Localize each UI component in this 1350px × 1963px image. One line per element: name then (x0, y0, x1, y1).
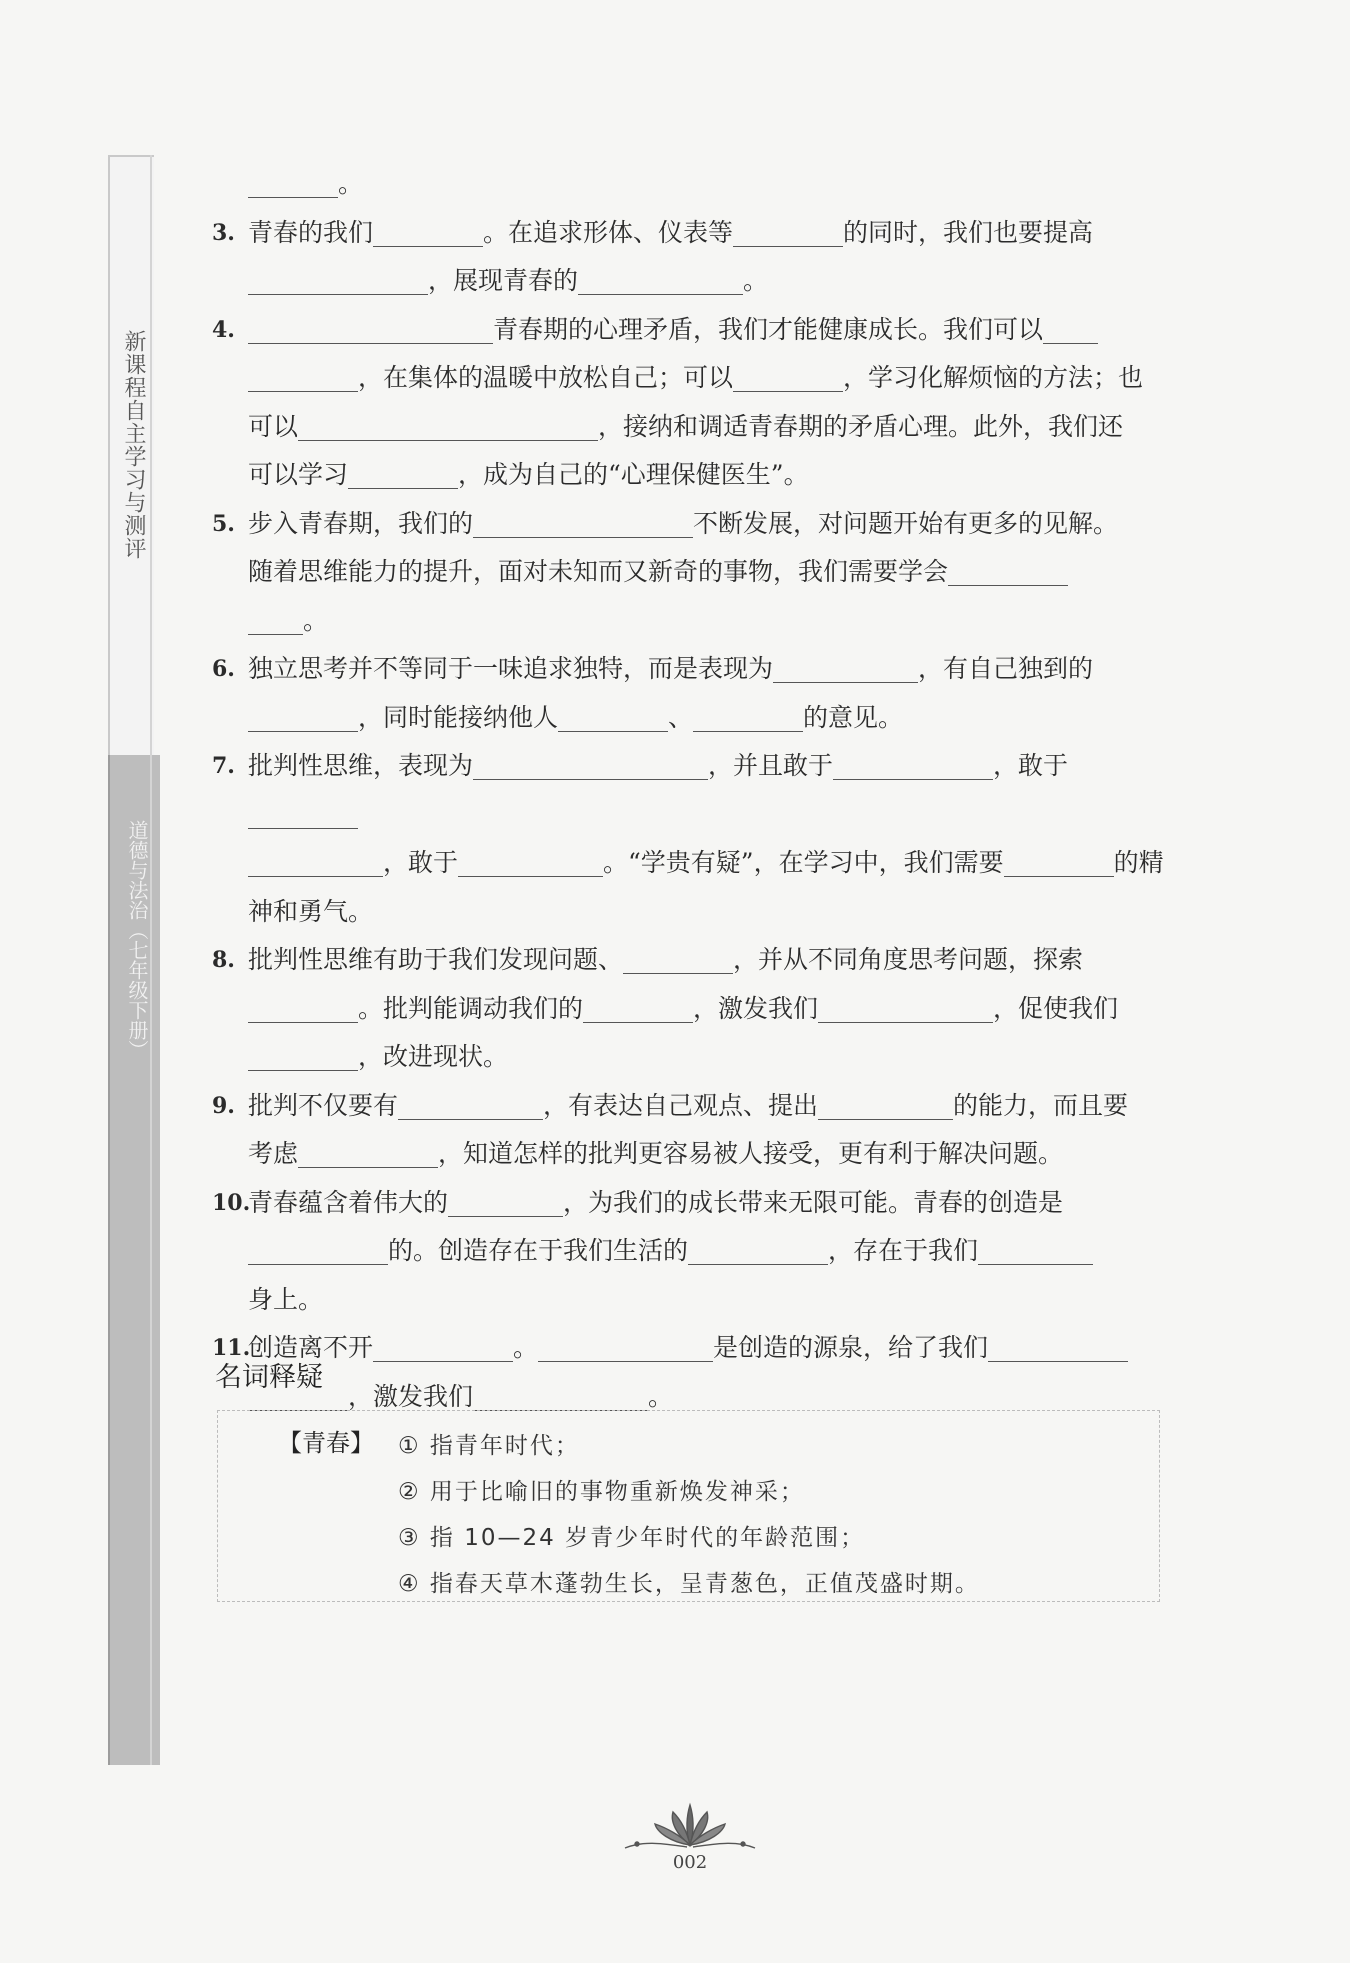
answer-blank[interactable] (248, 264, 428, 295)
glossary-term: 【青春】 (278, 1429, 374, 1457)
answer-blank[interactable] (448, 1186, 563, 1217)
answer-blank[interactable] (818, 992, 993, 1023)
question-text: 的精 (1113, 848, 1164, 877)
answer-blank[interactable] (473, 1380, 648, 1411)
answer-blank[interactable] (538, 1331, 713, 1362)
answer-blank[interactable] (558, 701, 668, 732)
question-text: 考虑 (248, 1139, 299, 1168)
answer-blank[interactable] (988, 1331, 1128, 1362)
answer-blank[interactable] (348, 458, 458, 489)
answer-blank[interactable] (373, 1331, 513, 1362)
answer-blank[interactable] (688, 1234, 828, 1265)
question-text: 可以学习 (248, 460, 349, 489)
question-text: 青春期的心理矛盾，我们才能健康成长。我们可以 (493, 314, 1044, 344)
answer-blank[interactable] (398, 1089, 543, 1120)
definition-line: ② 用于比喻旧的事物重新焕发神采； (398, 1479, 805, 1505)
question-text: ，激发我们 (693, 993, 819, 1023)
sidebar-divider (150, 155, 152, 1765)
question-text: 批判不仅要有 (248, 1090, 399, 1120)
question-text: 可以 (248, 411, 299, 441)
question-text: ，在集体的温暖中放松自己；可以 (358, 363, 734, 392)
question-text: 的意见。 (803, 702, 904, 732)
answer-blank[interactable] (473, 507, 693, 538)
floral-ornament-icon (615, 1800, 765, 1855)
question-item (212, 306, 1167, 500)
question-text: 。批判能调动我们的 (358, 993, 584, 1023)
question-number: 9. (212, 1092, 235, 1119)
answer-blank[interactable] (248, 798, 358, 829)
glossary-title: 名词释疑 (215, 1362, 323, 1393)
question-text: ，学习化解烦恼的方法；也 (843, 363, 1144, 392)
question-item (212, 160, 1167, 209)
answer-blank[interactable] (578, 264, 743, 295)
answer-blank[interactable] (248, 992, 358, 1023)
answer-blank[interactable] (978, 1234, 1093, 1265)
answer-blank[interactable] (1004, 846, 1114, 877)
question-text: ，存在于我们 (828, 1236, 979, 1265)
question-text: 、 (668, 702, 694, 732)
question-text: 创造离不开 (248, 1333, 374, 1362)
answer-blank[interactable] (473, 749, 708, 780)
question-text: ，知道怎样的批判更容易被人接受，更有利于解决问题。 (438, 1139, 1064, 1168)
question-item (212, 1082, 1167, 1179)
question-text: 批判性思维，表现为 (248, 751, 474, 780)
answer-blank[interactable] (248, 604, 303, 635)
question-number: 8. (212, 947, 235, 973)
question-text: 不断发展，对问题开始有更多的见解。 (693, 508, 1119, 538)
question-text: ，有表达自己观点、提出 (543, 1090, 819, 1120)
answer-blank[interactable] (583, 992, 693, 1023)
answer-blank[interactable] (623, 943, 733, 974)
answer-blank[interactable] (693, 701, 803, 732)
definition-line: ③ 指 10—24 岁青少年时代的年龄范围； (398, 1525, 866, 1551)
question-text: 身上。 (248, 1284, 324, 1314)
question-text: ，同时能接纳他人 (358, 702, 559, 732)
question-text: ，有自己独到的 (918, 654, 1094, 683)
question-text: 青春蕴含着伟大的 (248, 1187, 449, 1217)
answer-blank[interactable] (773, 652, 918, 683)
question-text: ，成为自己的“心理保健医生”。 (458, 460, 809, 489)
answer-blank[interactable] (248, 1040, 358, 1071)
answer-blank[interactable] (248, 1234, 388, 1265)
page-number: 002 (672, 1852, 708, 1873)
glossary-box (217, 1410, 1160, 1602)
answer-blank[interactable] (248, 701, 358, 732)
question-text: 。“学贵有疑”，在学习中，我们需要 (603, 848, 1004, 877)
answer-blank[interactable] (733, 216, 843, 247)
question-text: ，改进现状。 (358, 1042, 509, 1071)
question-text: ，接纳和调适青春期的矛盾心理。此外，我们还 (598, 411, 1124, 441)
answer-blank[interactable] (248, 361, 358, 392)
answer-blank[interactable] (248, 167, 338, 198)
question-item (212, 936, 1167, 1082)
question-number: 10. (212, 1189, 251, 1216)
question-number: 11. (212, 1335, 251, 1361)
answer-blank[interactable] (458, 846, 603, 877)
question-text: 随着思维能力的提升，面对未知而又新奇的事物，我们需要学会 (248, 557, 949, 586)
glossary-definitions (398, 1423, 980, 1607)
question-number: 3. (212, 219, 235, 246)
question-number: 7. (212, 753, 235, 779)
answer-blank[interactable] (248, 313, 493, 344)
question-text: ，促使我们 (993, 993, 1119, 1023)
question-item (212, 1179, 1167, 1325)
question-number: 6. (212, 656, 235, 682)
question-text: 。 (743, 266, 769, 295)
definition-line: ④ 指春天草木蓬勃生长，呈青葱色，正值茂盛时期。 (398, 1571, 980, 1597)
question-text: ，敢于 (383, 848, 459, 877)
question-text: 的能力，而且要 (953, 1090, 1129, 1120)
question-item (212, 645, 1167, 742)
question-item (212, 1324, 1167, 1421)
answer-blank[interactable] (948, 555, 1068, 586)
question-text: ，敢于 (993, 751, 1069, 780)
question-text: 的同时，我们也要提高 (843, 217, 1094, 247)
question-text: 。在追求形体、仪表等 (483, 217, 734, 247)
question-text: ，并且敢于 (708, 751, 834, 780)
question-number: 4. (212, 316, 235, 343)
question-text: 。 (303, 605, 329, 635)
answer-blank[interactable] (1043, 313, 1098, 344)
fill-in-blank-questions (212, 160, 1167, 1421)
question-text: 神和勇气。 (248, 896, 374, 926)
question-text: 是创造的源泉，给了我们 (713, 1333, 989, 1362)
question-text: ，展现青春的 (428, 266, 579, 295)
answer-blank[interactable] (248, 846, 383, 877)
definition-line: ① 指青年时代； (398, 1433, 580, 1459)
question-text: 。 (338, 169, 364, 198)
question-text: 独立思考并不等同于一味追求独特，而是表现为 (248, 654, 774, 683)
answer-blank[interactable] (298, 410, 598, 441)
answer-blank[interactable] (298, 1137, 438, 1168)
question-item (212, 209, 1167, 306)
answer-blank[interactable] (373, 216, 483, 247)
sidebar-subject-label: 道德与法治（七年级下册） (125, 820, 149, 1060)
question-text: 批判性思维有助于我们发现问题、 (248, 945, 624, 974)
question-text: 的。创造存在于我们生活的 (388, 1236, 689, 1265)
question-item (212, 742, 1167, 936)
answer-blank[interactable] (818, 1089, 953, 1120)
question-text: 。 (513, 1333, 539, 1362)
question-item (212, 500, 1167, 646)
question-text: ，为我们的成长带来无限可能。青春的创造是 (563, 1187, 1064, 1217)
question-text: 步入青春期，我们的 (248, 508, 474, 538)
answer-blank[interactable] (833, 749, 993, 780)
question-text: 。 (648, 1381, 674, 1411)
question-number: 5. (212, 510, 235, 537)
question-text: ，并从不同角度思考问题，探索 (733, 945, 1084, 974)
answer-blank[interactable] (733, 361, 843, 392)
question-text: ，激发我们 (348, 1381, 474, 1411)
question-text: 青春的我们 (248, 217, 374, 247)
sidebar-book-title: 新课程自主学习与测评 (121, 330, 146, 560)
